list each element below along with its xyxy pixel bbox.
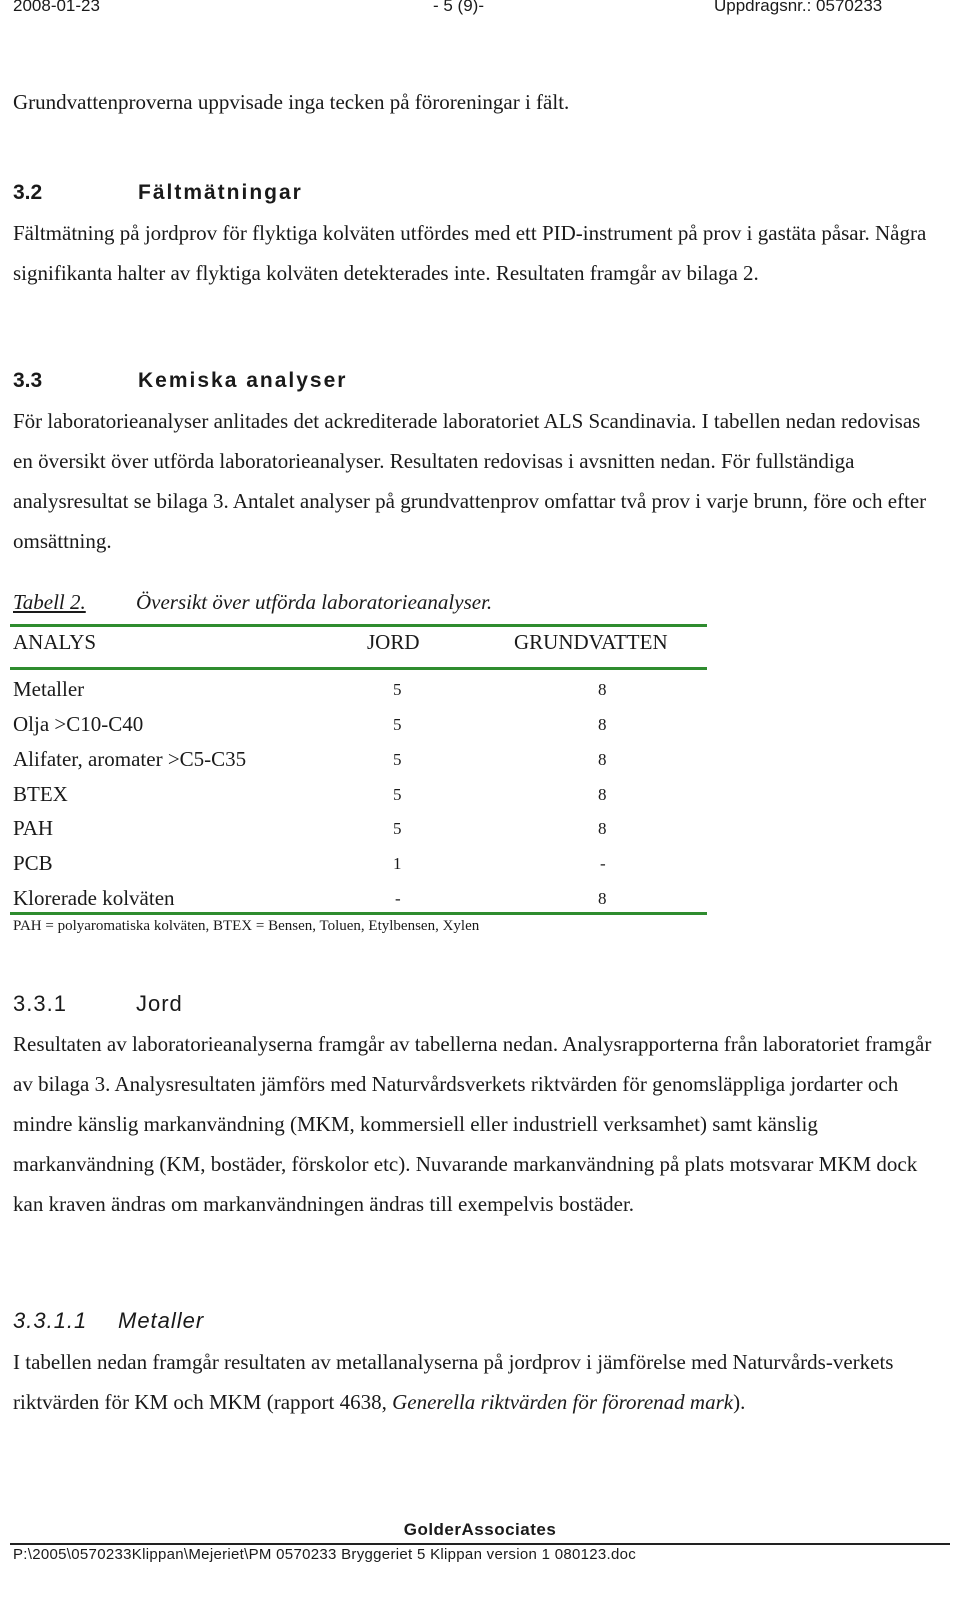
header-assignment-number: Uppdragsnr.: 0570233: [714, 0, 883, 15]
table-header-analys: ANALYS: [13, 630, 97, 654]
table-cell-analys: Metaller: [13, 677, 85, 701]
table-cell-jord: 5: [393, 750, 402, 769]
section-3-3-paragraph: För laboratorieanalyser anlitades det ackrediterade laboratoriet ALS Scandinavia. I tabellen nedan redovisas en översikt över utförda laboratorieanalyser. Resultaten redovisas i avsnitten nedan. För fullständiga analysresultat se bilaga 3. Antalet analyser på grundvattenprov omfattar två prov i varje brunn, före och efter omsättning.: [13, 409, 927, 553]
section-3-2-paragraph: Fältmätning på jordprov för flyktiga kolväten utfördes med ett PID-instrument på prov i gastäta påsar. Några signifikanta halter av flyktiga kolväten detekterades inte. Resultaten framgår av bilaga 2.: [13, 221, 927, 285]
report-title: Generella riktvärden för förorenad mark: [392, 1390, 734, 1414]
table-cell-analys: PAH: [13, 816, 54, 840]
section-3-3-1-number: 3.3.1: [13, 991, 67, 1016]
paragraph-end: ).: [733, 1390, 746, 1414]
table-header-jord: JORD: [367, 630, 420, 654]
section-3-3-title: Kemiska analyser: [138, 369, 348, 392]
table-cell-grundvatten: 8: [598, 750, 607, 769]
table-cell-jord: 5: [393, 819, 402, 838]
table-bottom-rule: [10, 912, 707, 915]
section-3-3-1-1-number: 3.3.1.1: [13, 1308, 88, 1333]
header-page-number: - 5 (9)-: [433, 0, 484, 15]
table-cell-jord: 5: [393, 680, 402, 699]
section-3-3-number: 3.3: [13, 369, 43, 392]
intro-paragraph: Grundvattenproverna uppvisade inga tecken på föroreningar i fält.: [13, 90, 570, 114]
table-cell-jord: 5: [393, 715, 402, 734]
paragraph-text: I tabellen nedan framgår resultaten av metallanalyserna på jordprov i jämförelse med Naturvårds-verkets riktvärden för KM och MKM (rapport 4638,: [13, 1350, 894, 1414]
table-cell-grundvatten: 8: [598, 680, 607, 699]
table-cell-analys: Alifater, aromater >C5-C35: [13, 747, 247, 771]
table-footnote: PAH = polyaromatiska kolväten, BTEX = Bensen, Toluen, Etylbensen, Xylen: [13, 918, 480, 934]
table-cell-jord: 5: [393, 785, 402, 804]
table-cell-analys: Olja >C10-C40: [13, 712, 144, 736]
section-3-2-number: 3.2: [13, 181, 43, 204]
table-caption-text: Översikt över utförda laboratorieanalyser.: [136, 590, 493, 614]
table-cell-analys: BTEX: [13, 782, 68, 806]
section-3-3-1-paragraph: Resultaten av laboratorieanalyserna framgår av tabellerna nedan. Analysrapporterna från laboratoriet framgår av bilaga 3. Analysresultaten jämförs med Naturvårdsverkets riktvärden för genomsläppliga jordarter och mindre känslig markanvändning (MKM, kommersiell eller industriell verksamhet) samt känslig markanvändning (KM, bostäder, förskolor etc). Nuvarande markanvändning på plats motsvarar MKM dock kan kraven ändras om markanvändningen ändras till exempelvis bostäder.: [13, 1032, 932, 1216]
table-cell-grundvatten: 8: [598, 785, 607, 804]
footer-company-name: GolderAssociates: [403, 1520, 557, 1539]
table-cell-analys: PCB: [13, 851, 53, 875]
table-cell-grundvatten: 8: [598, 819, 607, 838]
table-top-rule: [10, 624, 707, 627]
table-caption-number: Tabell 2.: [13, 590, 86, 614]
section-3-2-title: Fältmätningar: [138, 181, 303, 204]
table-cell-grundvatten: 8: [598, 715, 607, 734]
section-3-3-1-1-paragraph: [13, 1342, 913, 1422]
section-3-3-1-1-title: Metaller: [118, 1308, 205, 1333]
footer-file-path: P:\2005\0570233Klippan\Mejeriet\PM 0570233 Bryggeriet 5 Klippan version 1 080123.doc: [13, 1546, 637, 1563]
table-cell-analys: Klorerade kolväten: [13, 886, 175, 910]
table-cell-grundvatten: -: [600, 854, 606, 873]
section-3-3-1-title: Jord: [136, 991, 183, 1016]
table-cell-jord: 1: [393, 854, 402, 873]
footer-rule: [10, 1543, 950, 1545]
table-cell-grundvatten: 8: [598, 889, 607, 908]
table-cell-jord: -: [395, 889, 401, 908]
table-header-grundvatten: GRUNDVATTEN: [514, 630, 668, 654]
header-date: 2008-01-23: [13, 0, 100, 15]
table-header-rule: [10, 667, 707, 670]
